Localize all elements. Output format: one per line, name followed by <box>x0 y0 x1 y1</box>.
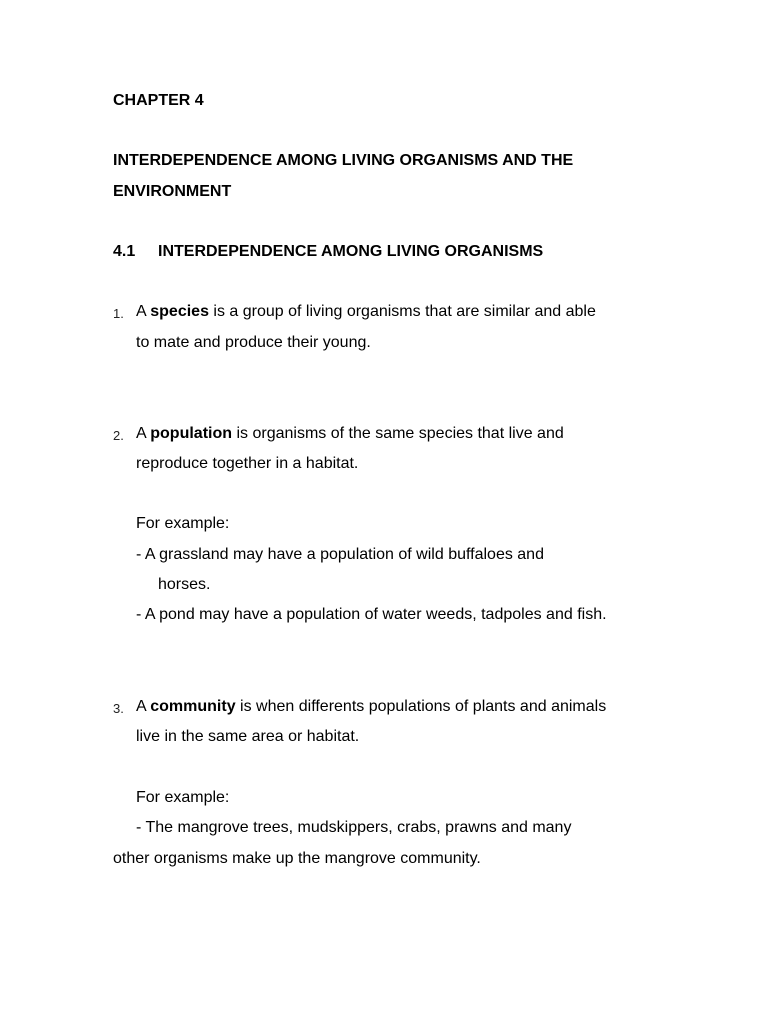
item-prefix: A <box>136 303 146 320</box>
example-label: For example: <box>136 789 230 806</box>
chapter-heading: CHAPTER 4 <box>113 92 204 109</box>
chapter-title-line-2: ENVIRONMENT <box>113 183 232 200</box>
example-line: - A grassland may have a population of wild buffaloes and <box>136 546 544 563</box>
item-term: community <box>150 698 236 715</box>
item-definition-line-1 <box>136 302 596 322</box>
example-line-continued: horses. <box>158 576 211 593</box>
example-line: - A pond may have a population of water weeds, tadpoles and fish. <box>136 606 607 623</box>
example-line-continued: other organisms make up the mangrove community. <box>113 850 481 867</box>
chapter-title-line-1: INTERDEPENDENCE AMONG LIVING ORGANISMS AND THE <box>113 152 574 169</box>
item-definition-line-1 <box>136 697 606 717</box>
item-definition-line-1 <box>136 424 564 444</box>
item-definition-text: is when differents populations of plants and animals <box>240 698 607 715</box>
example-line: - The mangrove trees, mudskippers, crabs, prawns and many <box>136 819 572 836</box>
item-number: 1. <box>113 306 124 321</box>
item-term: species <box>150 303 209 320</box>
item-definition-line-2: to mate and produce their young. <box>136 334 371 351</box>
item-prefix: A <box>136 698 146 715</box>
item-definition-line-2: live in the same area or habitat. <box>136 728 360 745</box>
section-number: 4.1 <box>113 243 136 260</box>
item-number: 2. <box>113 428 124 443</box>
item-definition-text: is organisms of the same species that live and <box>236 425 564 442</box>
example-label: For example: <box>136 515 230 532</box>
item-definition-text: is a group of living organisms that are similar and able <box>213 303 596 320</box>
section-title: INTERDEPENDENCE AMONG LIVING ORGANISMS <box>158 243 544 260</box>
item-term: population <box>150 425 233 442</box>
item-number: 3. <box>113 701 124 716</box>
item-prefix: A <box>136 425 146 442</box>
item-definition-line-2: reproduce together in a habitat. <box>136 455 359 472</box>
